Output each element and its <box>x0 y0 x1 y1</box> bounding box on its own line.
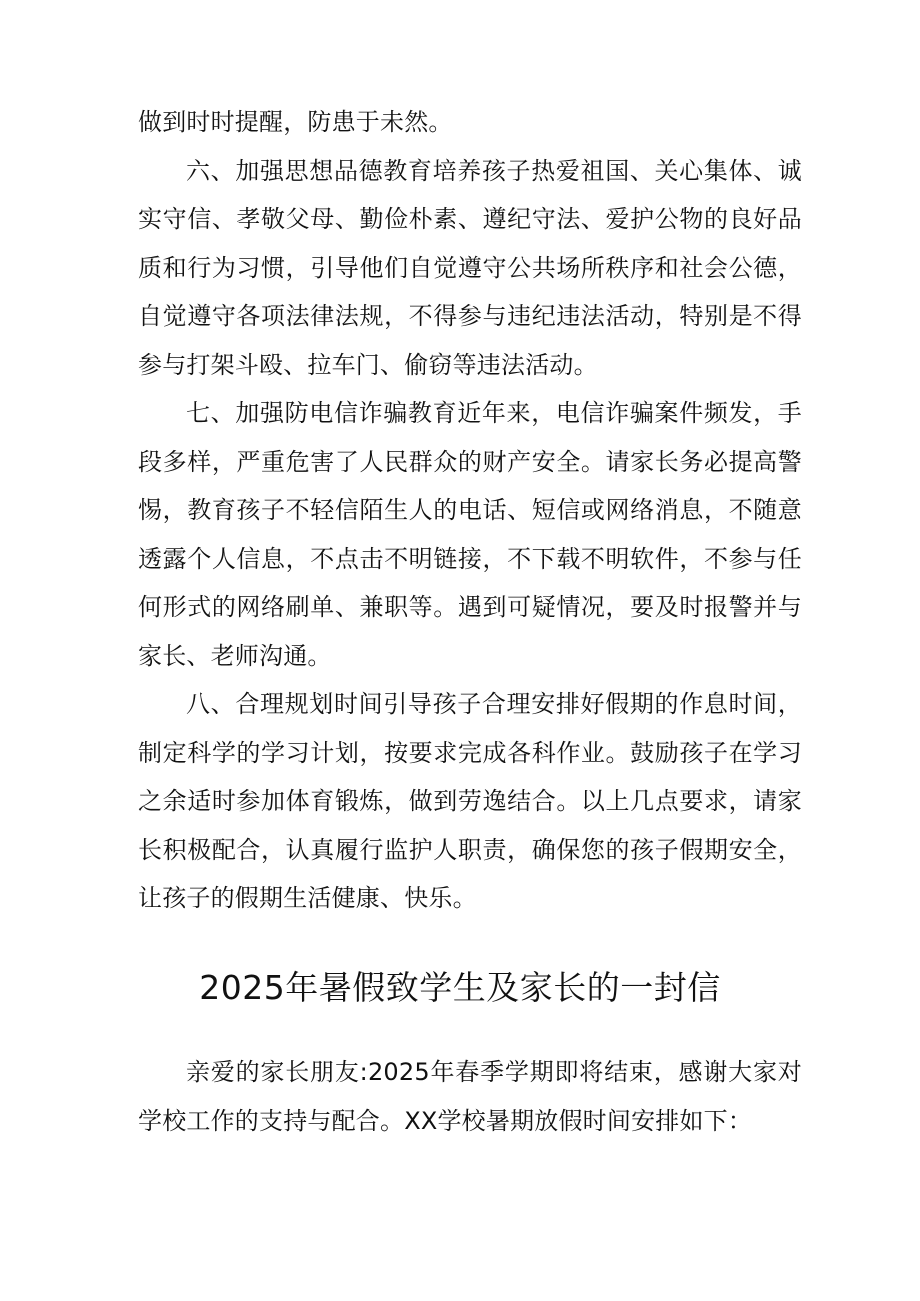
letter-body <box>138 1048 802 1145</box>
paragraph-continuation: 做到时时提醒，防患于未然。 <box>138 108 453 136</box>
paragraph-item-seven: 七、加强防电信诈骗教育近年来，电信诈骗案件频发，手段多样，严重危害了人民群众的财产安全。请家长务必提高警惕，教育孩子不轻信陌生人的电话、短信或网络消息，不随意透露个人信息，不点击不明链接，不下载不明软件，不参与任何形式的网络刷单、兼职等。遇到可疑情况，要及时报警并与家长、老师沟通。 <box>138 399 802 670</box>
document-body <box>138 98 802 923</box>
letter-intro-paragraph: 亲爱的家长朋友:2025年春季学期即将结束，感谢大家对学校工作的支持与配合。XX学校暑期放假时间安排如下： <box>138 1058 802 1135</box>
letter-title: 2025年暑假致学生及家长的一封信 <box>199 968 721 1007</box>
paragraph-item-six: 六、加强思想品德教育培养孩子热爱祖国、关心集体、诚实守信、孝敬父母、勤俭朴素、遵纪守法、爱护公物的良好品质和行为习惯，引导他们自觉遵守公共场所秩序和社会公德，自觉遵守各项法律法规，不得参与违纪违法活动，特别是不得参与打架斗殴、拉车门、偷窃等违法活动。 <box>138 156 802 379</box>
paragraph-item-eight: 八、合理规划时间引导孩子合理安排好假期的作息时间，制定科学的学习计划，按要求完成各科作业。鼓励孩子在学习之余适时参加体育锻炼，做到劳逸结合。以上几点要求，请家长积极配合，认真履行监护人职责，确保您的孩子假期安全，让孩子的假期生活健康、快乐。 <box>138 690 802 912</box>
